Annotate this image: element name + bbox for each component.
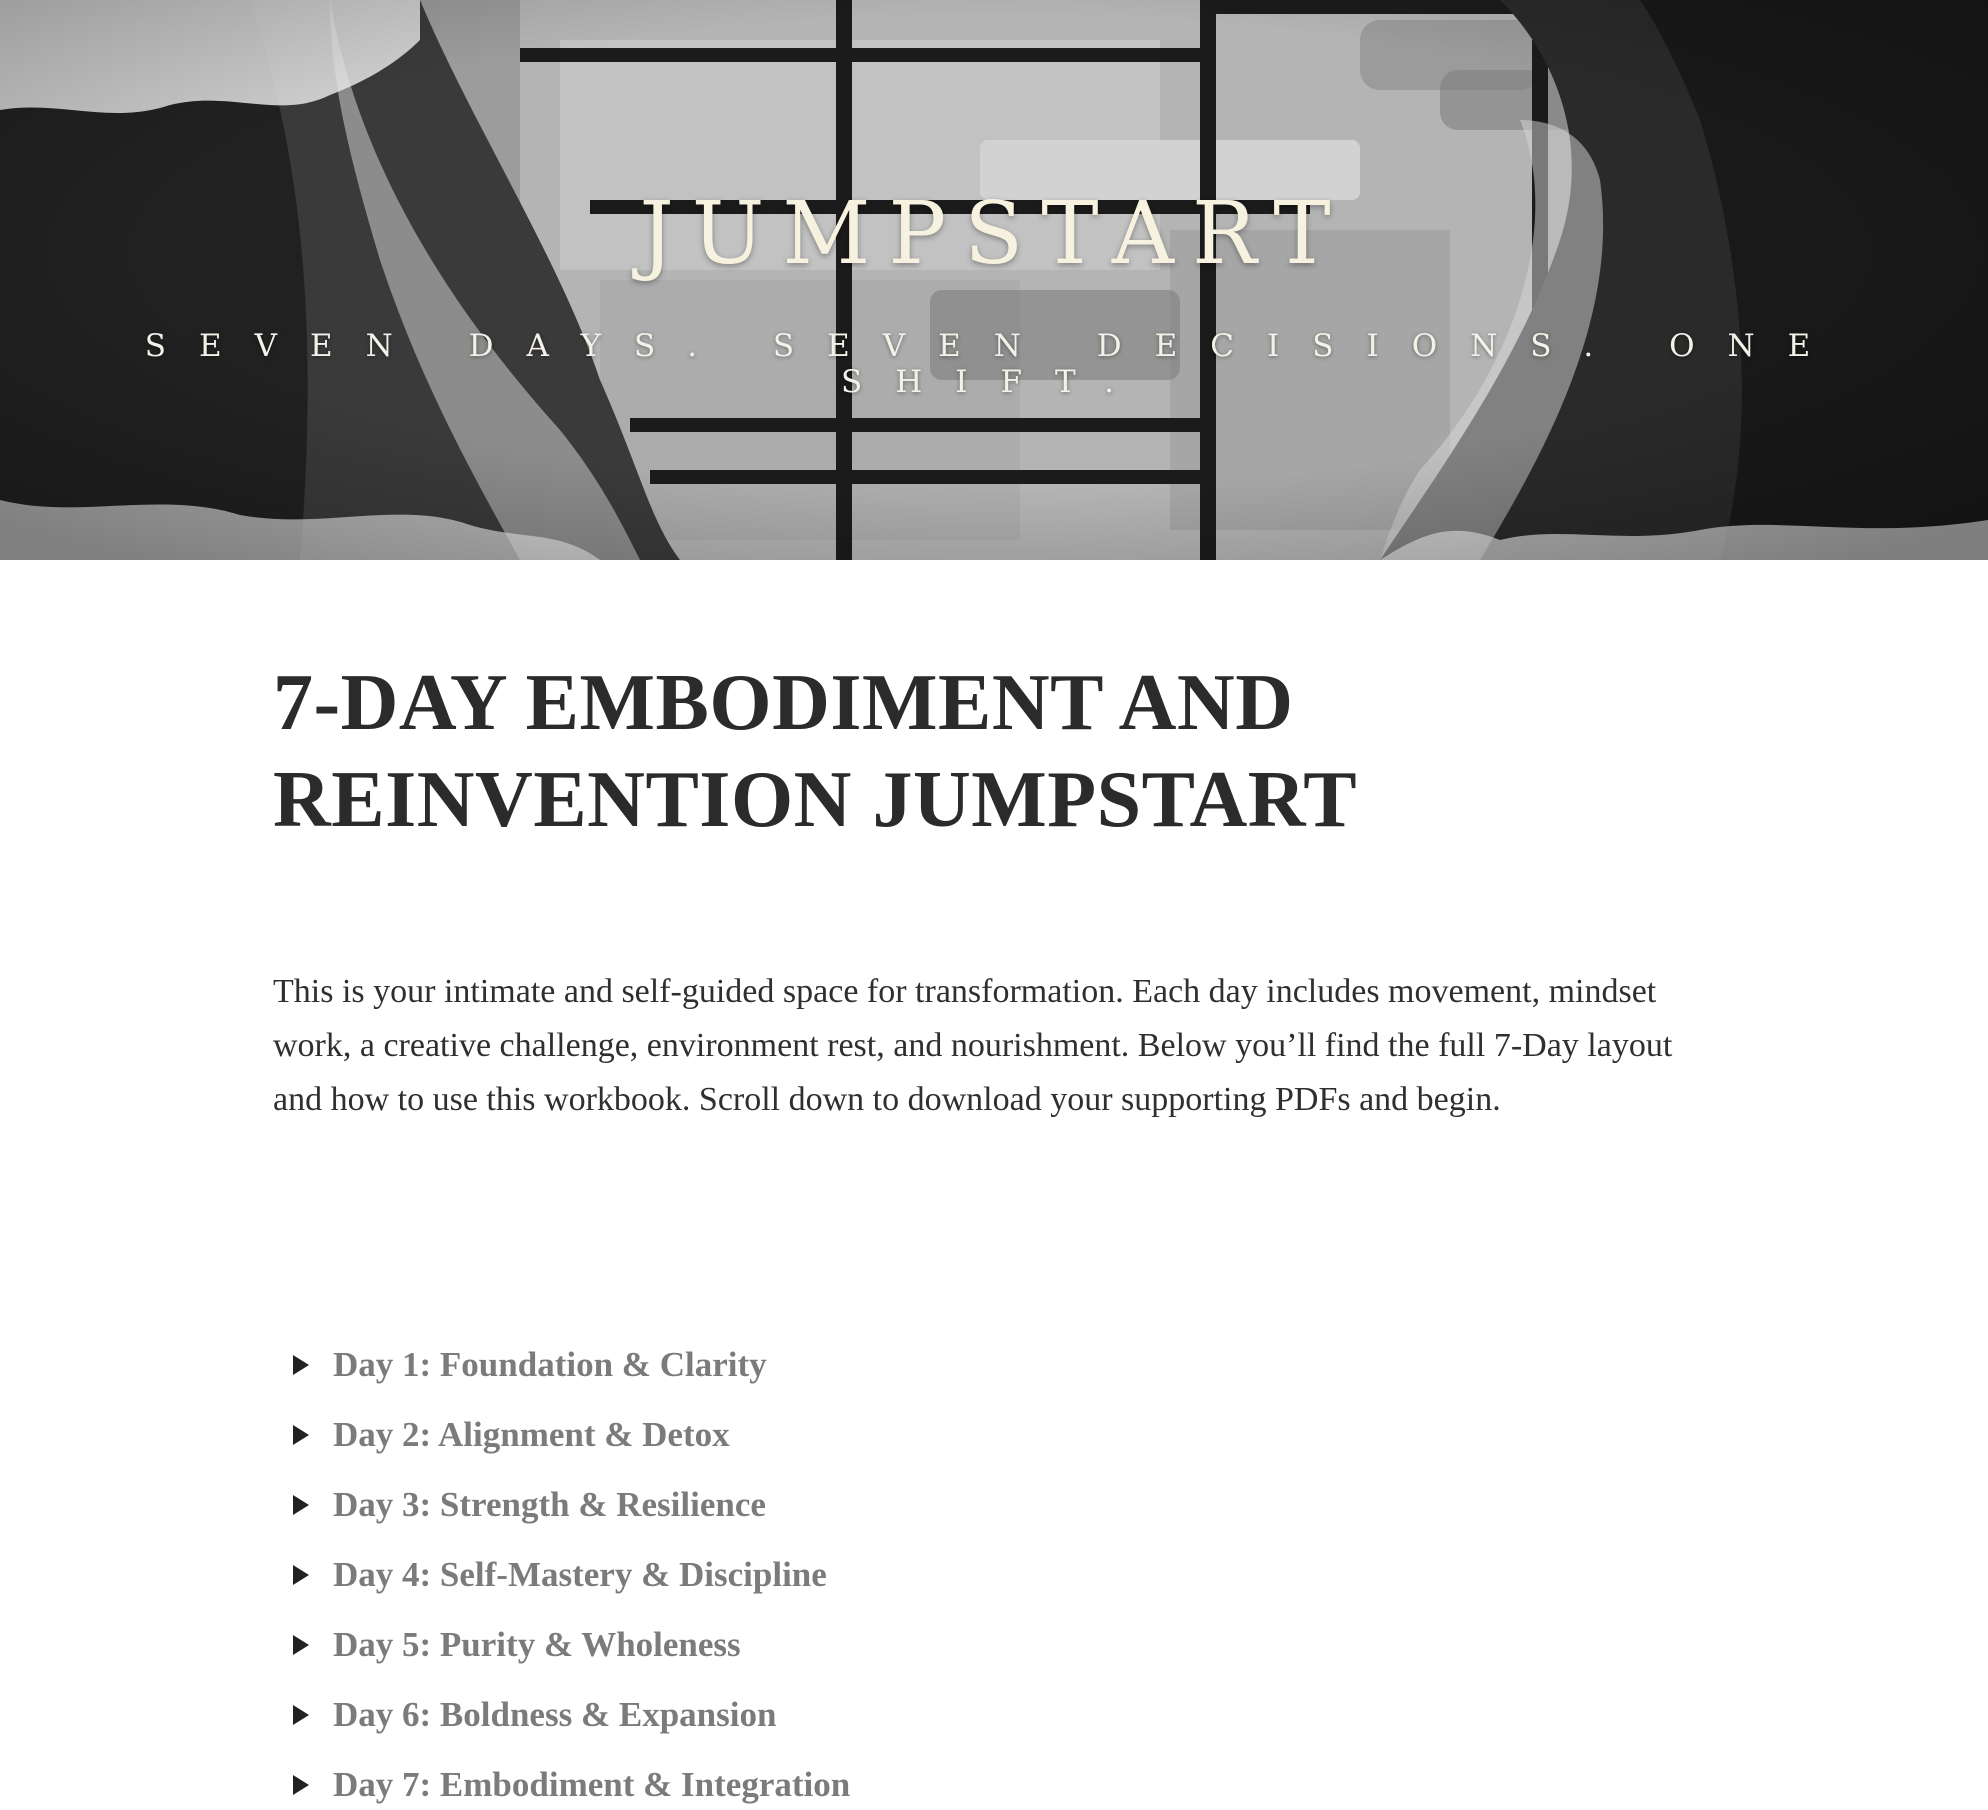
toggle-label: Day 4: Self-Mastery & Discipline xyxy=(333,1555,827,1594)
toggle-day-1[interactable] xyxy=(273,1330,1473,1400)
toggle-day-7[interactable] xyxy=(273,1750,1473,1810)
toggle-label: Day 1: Foundation & Clarity xyxy=(333,1345,767,1384)
main-content xyxy=(273,655,1693,1118)
intro-paragraph: This is your intimate and self-guided space for transformation. Each day includes movement, mindset work, a creative challenge, environment rest, and nourishment. Below you’ll find the full 7-Day layout and how to use this workbook. Scroll down to download your supporting PDFs and begin. xyxy=(273,973,1673,1118)
triangle-right-icon[interactable] xyxy=(283,1767,319,1803)
triangle-right-icon[interactable] xyxy=(283,1627,319,1663)
toggle-label: Day 5: Purity & Wholeness xyxy=(333,1625,741,1664)
toggle-day-4[interactable] xyxy=(273,1540,1473,1610)
triangle-right-icon[interactable] xyxy=(283,1697,319,1733)
triangle-right-icon[interactable] xyxy=(283,1417,319,1453)
toggle-label: Day 7: Embodiment & Integration xyxy=(333,1765,851,1804)
toggle-label: Day 6: Boldness & Expansion xyxy=(333,1695,777,1734)
toggle-day-3[interactable] xyxy=(273,1470,1473,1540)
day-toggle-list xyxy=(273,1330,1473,1810)
cover-subtitle: SEVEN DAYS. SEVEN DECISIONS. ONE SHIFT. xyxy=(144,328,1844,400)
toggle-day-5[interactable] xyxy=(273,1610,1473,1680)
triangle-right-icon[interactable] xyxy=(283,1487,319,1523)
cover-image xyxy=(0,0,1988,560)
toggle-label: Day 3: Strength & Resilience xyxy=(333,1485,766,1524)
toggle-day-6[interactable] xyxy=(273,1680,1473,1750)
page-title xyxy=(273,655,1693,849)
triangle-right-icon[interactable] xyxy=(283,1557,319,1593)
page-title-line-2: REINVENTION JUMPSTART xyxy=(273,756,1358,844)
toggle-day-2[interactable] xyxy=(273,1400,1473,1470)
triangle-right-icon[interactable] xyxy=(283,1347,319,1383)
page-title-line-1: 7-DAY EMBODIMENT AND xyxy=(273,659,1294,747)
toggle-label: Day 2: Alignment & Detox xyxy=(333,1415,730,1454)
cover-title: JUMPSTART xyxy=(639,184,1349,284)
